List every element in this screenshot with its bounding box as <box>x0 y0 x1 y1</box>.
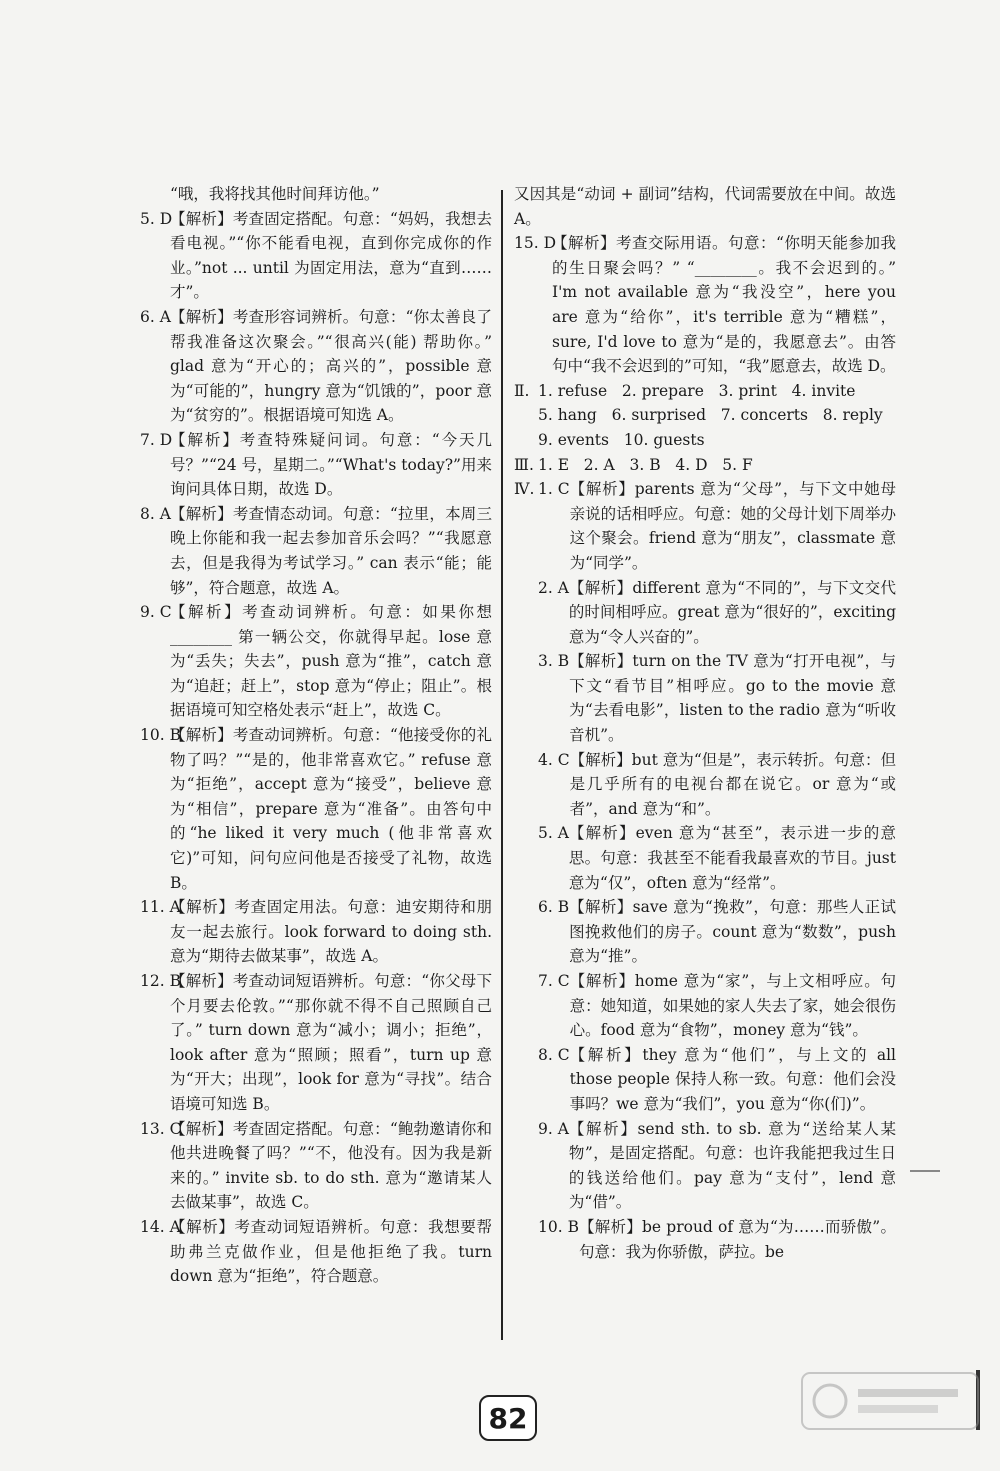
answer-item <box>538 649 896 747</box>
answer-item <box>538 895 896 969</box>
answer-item <box>140 1215 492 1289</box>
section-3-answers: 1. E 2. A 3. B 4. D 5. F <box>538 455 753 474</box>
answer-number: 1. C <box>538 480 570 499</box>
answer-item <box>140 1117 492 1215</box>
watermark-logo-icon <box>800 1371 980 1431</box>
answer-item-15 <box>514 231 896 379</box>
answer-explanation: 【解析】考查动词辨析。句意：如果你想 ________ 第一辆公交，你就得早起。lose 意为“丢失；失去”，push 意为“推”，catch 意为“追赶；赶上”，stop 意为“停止；阻止”。根据语境可知空格处表示“赶上”，故选 C。 <box>170 603 492 720</box>
answer-explanation: 【解析】even 意为“甚至”，表示进一步的意思。句意：我甚至不能看我最喜欢的节目。just 意为“仅”，often 意为“经常”。 <box>568 824 896 892</box>
answer-item <box>140 723 492 895</box>
answer-explanation: 【解析】parents 意为“父母”，与下文中她母亲说的话相呼应。句意：她的父母计划下周举办这个聚会。friend 意为“朋友”，classmate 意为“同学”。 <box>569 480 896 572</box>
answer-explanation: 【解析】be proud of 意为“为……而骄傲”。句意：我为你骄傲，萨拉。be <box>578 1217 896 1261</box>
left-lead-text: “哦，我将找其他时间拜访他。” <box>170 185 380 203</box>
answer-explanation: 【解析】考查情态动词。句意：“拉里，本周三晚上你能和我一起去参加音乐会吗？”“我愿意去，但是我得为考试学习。” can 表示“能；能够”，符合题意，故选 A。 <box>170 504 492 597</box>
answer-number: 10. B <box>538 1217 579 1236</box>
vocab-line: 1. refuse 2. prepare 3. print 4. invite <box>538 381 856 400</box>
answer-number: 5. D <box>140 209 173 228</box>
answer-explanation: 【解析】home 意为“家”，与上文相呼应。句意：她知道，如果她的家人失去了家，她会很伤心。food 意为“食物”，money 意为“钱”。 <box>569 972 896 1040</box>
section-2 <box>514 379 896 453</box>
section-4-label: Ⅳ. <box>514 480 535 499</box>
page-number: 82 <box>479 1395 537 1441</box>
answer-explanation: 【解析】考查固定搭配。句意：“鲍勃邀请你和他共进晚餐了吗？”“不，他没有。因为我是新来的。” invite sb. to do sth. 意为“邀请某人去做某事”，故选 C。 <box>170 1119 492 1212</box>
section-3 <box>514 453 896 478</box>
left-answer-list <box>140 207 492 1289</box>
vocab-line: 9. events 10. guests <box>538 430 705 449</box>
answer-number: 5. A <box>538 824 569 843</box>
answer-explanation: 【解析】考查形容词辨析。句意：“你太善良了帮我准备这次聚会。”“很高兴(能) 帮助你。” glad 意为“开心的；高兴的”，possible 意为“可能的”，hungry 意为“饥饿的”，poor 意为“贫穷的”。根据语境可知选 A。 <box>170 307 492 425</box>
section-4 <box>514 477 896 1264</box>
answer-number: 8. C <box>538 1045 570 1064</box>
column-divider <box>501 190 503 1340</box>
answer-explanation: 【解析】考查固定用法。句意：迪安期待和朋友一起去旅行。look forward to doing sth. 意为“期待去做某事”，故选 A。 <box>170 898 492 966</box>
answer-explanation: 【解析】考查交际用语。句意：“你明天能参加我的生日聚会吗？” “________。我不会迟到的。” I'm not available 意为“我没空”，here you are 意为“给你”，it's terrible 意为“糟糕”，sure, I'd love to 意为“是的，我愿意去”。由答句中“我不会迟到的”可知，“我”愿意去，故选 D。 <box>552 234 896 376</box>
answer-item <box>140 207 492 305</box>
answer-number: 13. C <box>140 1119 182 1138</box>
margin-mark <box>910 1170 940 1172</box>
answer-item <box>538 1117 896 1215</box>
answer-item <box>538 748 896 822</box>
answer-explanation: 【解析】turn on the TV 意为“打开电视”，与下文“看节目”相呼应。go to the movie 意为“去看电影”，listen to the radio 意为“听收音机”。 <box>569 652 896 745</box>
answer-number: 12. B <box>140 972 181 990</box>
section-4-answer-list <box>538 477 896 1264</box>
answer-explanation: 【解析】send sth. to sb. 意为“送给某人某物”，是固定搭配。句意：也许我能把我过生日的钱送给他们。pay 意为“支付”，lend 意为“借”。 <box>568 1119 896 1212</box>
answer-explanation: 【解析】考查动词辨析。句意：“他接受你的礼物了吗？”“是的，他非常喜欢它。” refuse 意为“拒绝”，accept 意为“接受”，believe 意为“相信”，prepare 意为“准备”。由答句中的“he liked it very much (他非常喜欢它)”可知，问句应问他是否接受了礼物，故选 B。 <box>170 726 492 892</box>
answer-number: 10. B <box>140 726 181 745</box>
left-column <box>140 182 492 1289</box>
section-2-label: Ⅱ. <box>514 381 530 400</box>
answer-number: 15. D <box>514 234 557 253</box>
answer-number: 7. D <box>140 430 173 449</box>
answer-number: 6. B <box>538 898 570 917</box>
answer-number: 6. A <box>140 307 171 326</box>
answer-explanation: 【解析】考查固定搭配。句意：“妈妈，我想去看电视。”“你不能看电视，直到你完成你的作业。”not ... until 为固定用法，意为“直到……才”。 <box>170 209 492 302</box>
answer-number: 4. C <box>538 750 570 769</box>
answer-item <box>538 1215 896 1264</box>
answer-item <box>140 969 492 1117</box>
answer-item <box>538 821 896 895</box>
answer-item <box>538 477 896 575</box>
vocab-line: 5. hang 6. surprised 7. concerts 8. reply <box>538 406 883 425</box>
answer-explanation: 【解析】考查特殊疑问词。句意：“今天几号？”“24 号，星期二。”“What's today?”用来询问具体日期，故选 D。 <box>170 430 492 499</box>
answer-number: 8. A <box>140 504 171 523</box>
answer-item <box>140 502 492 600</box>
answer-explanation: 【解析】different 意为“不同的”，与下文交代的时间相呼应。great 意为“很好的”，exciting 意为“令人兴奋的”。 <box>568 578 896 646</box>
answer-explanation: 【解析】they 意为“他们”，与上文的 all those people 保持人称一致。句意：他们会没事吗？we 意为“我们”，you 意为“你(们)”。 <box>569 1045 896 1113</box>
answer-number: 3. B <box>538 652 570 671</box>
answer-item <box>140 428 492 502</box>
answer-number: 14. A <box>140 1217 181 1236</box>
answer-number: 2. A <box>538 578 569 597</box>
answer-number: 9. A <box>538 1119 569 1138</box>
answer-number: 11. A <box>140 898 181 917</box>
answer-item <box>140 895 492 969</box>
answer-explanation: 【解析】save 意为“挽救”，句意：那些人正试图挽救他们的房子。count 意为“数数”，push 意为“推”。 <box>569 898 896 966</box>
answer-item <box>538 969 896 1043</box>
answer-item <box>140 600 492 723</box>
right-lead-text: 又因其是“动词 + 副词”结构，代词需要放在中间。故选 A。 <box>514 185 896 228</box>
answer-explanation: 【解析】考查动词短语辨析。句意：“你父母下个月要去伦敦。”“那你就不得不自己照顾自己了。” turn down 意为“减小；调小；拒绝”，look after 意为“照顾；照看”，turn up 意为“开大；出现”，look for 意为“寻找”。结合语境可知选 B。 <box>170 972 492 1113</box>
answer-item <box>538 1043 896 1117</box>
answer-explanation: 【解析】考查动词短语辨析。句意：我想要帮助弗兰克做作业，但是他拒绝了我。turn down 意为“拒绝”，符合题意。 <box>170 1217 492 1286</box>
answer-explanation: 【解析】but 意为“但是”，表示转折。句意：但是几乎所有的电视台都在说它。or 意为“或者”，and 意为“和”。 <box>569 750 896 818</box>
answer-item <box>140 305 492 428</box>
answer-item <box>538 576 896 650</box>
answer-number: 9. C <box>140 603 172 622</box>
answer-number: 7. C <box>538 972 570 990</box>
section-3-label: Ⅲ. <box>514 455 534 474</box>
right-column <box>514 182 896 1264</box>
